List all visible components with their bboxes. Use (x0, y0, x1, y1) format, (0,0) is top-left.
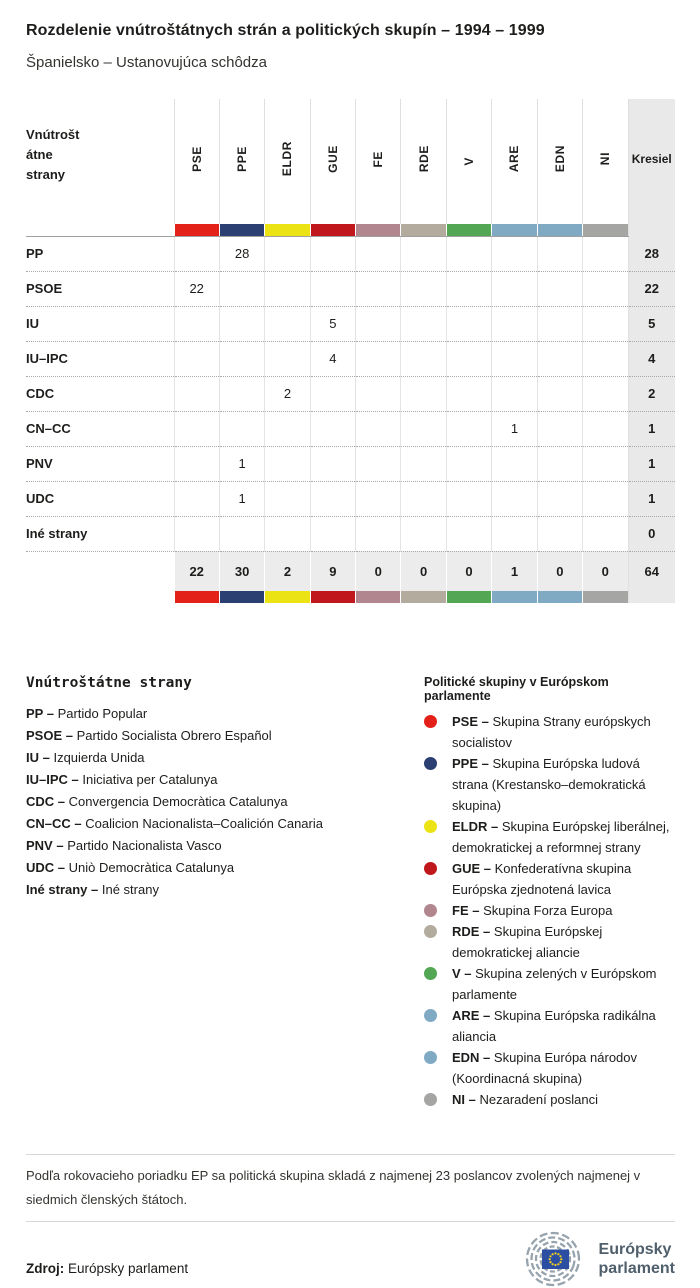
seats-column-header: Kresiel (628, 99, 675, 224)
group-color-bar-PSE (174, 224, 219, 236)
seat-cell-FE (356, 481, 401, 516)
column-header-label: EDN (552, 145, 567, 173)
column-header-EDN (537, 99, 582, 224)
seat-cell-GUE (310, 481, 355, 516)
seat-cell-RDE (401, 341, 446, 376)
seat-cell-NI (583, 411, 628, 446)
seat-cell-V (446, 271, 491, 306)
group-color-bar-V (446, 224, 491, 236)
seat-cell-GUE (310, 411, 355, 446)
seat-cell-ELDR (265, 341, 310, 376)
party-row (26, 411, 675, 446)
seat-cell-V (446, 446, 491, 481)
seat-cell-PSE (174, 481, 219, 516)
total-cell-PSE: 22 (174, 551, 219, 591)
seat-cell-V (446, 481, 491, 516)
seat-cell-RDE (401, 271, 446, 306)
group-legend-item (424, 921, 675, 963)
party-legend-item: PP – Partido Popular (26, 706, 148, 721)
group-color-bar-bottom-NI (583, 591, 628, 603)
seat-cell-V (446, 376, 491, 411)
seat-cell-PPE (219, 411, 264, 446)
seat-cell-PPE: 1 (219, 481, 264, 516)
row-axis-header-line: strany (26, 166, 66, 182)
group-legend-item (424, 753, 675, 816)
row-axis-header-line: átne (26, 146, 53, 162)
seat-cell-ELDR: 2 (265, 376, 310, 411)
total-cell-PPE: 30 (219, 551, 264, 591)
total-cell-RDE: 0 (401, 551, 446, 591)
group-legend-item (424, 1089, 675, 1110)
seat-cell-V (446, 306, 491, 341)
seats-total-cell: 1 (628, 446, 675, 481)
seats-total-cell: 1 (628, 481, 675, 516)
table-header-row (26, 99, 675, 224)
party-legend-abbr: PP – (26, 706, 58, 721)
source-value: Európsky parlament (68, 1260, 189, 1276)
party-legend-abbr: PSOE – (26, 728, 77, 743)
group-color-bar-bottom-GUE (310, 591, 355, 603)
group-legend-text: PPE – Skupina Európska ludová strana (Krestansko–demokratická skupina) (452, 756, 646, 813)
seat-cell-ARE (492, 376, 537, 411)
grand-total-cell: 64 (628, 551, 675, 591)
group-color-bar-PPE (219, 224, 264, 236)
seat-cell-FE (356, 516, 401, 551)
eldr-color-dot-icon (424, 820, 437, 833)
party-row (26, 306, 675, 341)
seats-total-cell: 2 (628, 376, 675, 411)
ppe-color-dot-icon (424, 757, 437, 770)
party-label: Iné strany (26, 516, 174, 551)
group-legend-text: ARE – Skupina Európska radikálna aliancia (452, 1008, 656, 1044)
seat-cell-FE (356, 271, 401, 306)
party-row (26, 516, 675, 551)
column-header-PSE (174, 99, 219, 224)
party-legend-item: UDC – Uniò Democràtica Catalunya (26, 860, 235, 875)
group-color-bar-RDE (401, 224, 446, 236)
footer-color-bar-row (26, 591, 675, 603)
seat-cell-NI (583, 236, 628, 271)
group-legend-item (424, 816, 675, 858)
group-legend-item (424, 900, 675, 921)
group-legend-text: GUE – Konfederatívna skupina Európska zjednotená lavica (452, 861, 632, 897)
rde-color-dot-icon (424, 925, 437, 938)
edn-color-dot-icon (424, 1051, 437, 1064)
group-color-bar-bottom-ELDR (265, 591, 310, 603)
group-color-bar-GUE (310, 224, 355, 236)
group-color-bar-bottom-ARE (492, 591, 537, 603)
row-axis-header (26, 99, 174, 224)
party-row (26, 376, 675, 411)
seat-cell-PSE (174, 516, 219, 551)
column-header-label: ELDR (280, 141, 295, 177)
group-legend-code: GUE – (452, 861, 495, 876)
total-cell-FE: 0 (356, 551, 401, 591)
seat-cell-FE (356, 236, 401, 271)
party-legend-abbr: CN–CC – (26, 816, 86, 831)
seat-cell-NI (583, 306, 628, 341)
infographic-page (0, 22, 700, 1288)
seat-cell-FE (356, 411, 401, 446)
seat-cell-RDE (401, 411, 446, 446)
total-cell-NI: 0 (583, 551, 628, 591)
seat-cell-PPE (219, 376, 264, 411)
page-title: Rozdelenie vnútroštátnych strán a politických skupín – 1994 – 1999 (26, 22, 545, 39)
source-text (26, 1243, 188, 1276)
row-axis-header-line: Vnútrošt (26, 126, 80, 142)
party-legend-abbr: IU–IPC – (26, 772, 83, 787)
seat-cell-V (446, 516, 491, 551)
seat-cell-V (446, 236, 491, 271)
are-color-dot-icon (424, 1009, 437, 1022)
seat-cell-ARE (492, 341, 537, 376)
group-color-bar-ARE (492, 224, 537, 236)
seat-cell-PPE: 1 (219, 446, 264, 481)
seat-cell-GUE (310, 236, 355, 271)
group-legend-item (424, 711, 675, 753)
group-color-bar-ELDR (265, 224, 310, 236)
group-legend-item (424, 858, 675, 900)
seat-cell-NI (583, 446, 628, 481)
group-color-bar-FE (356, 224, 401, 236)
group-legend-code: NI – (452, 1092, 480, 1107)
european-parliament-logo (511, 1230, 675, 1288)
party-legend-item: CDC – Convergencia Democràtica Catalunya (26, 794, 288, 809)
column-header-label: NI (598, 152, 613, 166)
group-color-bar-bottom-PPE (219, 591, 264, 603)
source-label: Zdroj: (26, 1260, 65, 1276)
seat-cell-NI (583, 481, 628, 516)
group-legend-text: NI – Nezaradení poslanci (452, 1092, 598, 1107)
seat-cell-ARE (492, 271, 537, 306)
seat-cell-GUE: 5 (310, 306, 355, 341)
group-legend-code: FE – (452, 903, 484, 918)
seat-cell-PSE (174, 236, 219, 271)
column-header-label: RDE (416, 145, 431, 173)
seat-cell-V (446, 411, 491, 446)
group-legend-code: RDE – (452, 924, 494, 939)
party-label: UDC (26, 481, 174, 516)
party-legend-abbr: CDC – (26, 794, 69, 809)
column-header-GUE (310, 99, 355, 224)
column-header-label: PPE (235, 146, 250, 172)
party-row (26, 481, 675, 516)
seat-cell-NI (583, 516, 628, 551)
party-row (26, 271, 675, 306)
legend-groups-heading: Politické skupiny v Európskom parlamente (424, 675, 609, 703)
column-header-NI (583, 99, 628, 224)
group-legend-item (424, 1047, 675, 1089)
party-legend-item: PNV – Partido Nacionalista Vasco (26, 838, 222, 853)
seat-cell-PPE: 28 (219, 236, 264, 271)
seat-cell-PPE (219, 516, 264, 551)
party-legend-item: Iné strany – Iné strany (26, 882, 159, 897)
distribution-table (26, 99, 675, 603)
legend-political-groups (424, 675, 675, 1110)
seat-cell-V (446, 341, 491, 376)
column-header-RDE (401, 99, 446, 224)
total-cell-GUE: 9 (310, 551, 355, 591)
seat-cell-GUE (310, 446, 355, 481)
group-color-bar-bottom-PSE (174, 591, 219, 603)
party-legend-item: CN–CC – Coalicion Nacionalista–Coalición Canaria (26, 816, 323, 831)
party-label: PNV (26, 446, 174, 481)
column-header-label: V (462, 156, 477, 166)
seat-cell-PPE (219, 271, 264, 306)
party-row (26, 236, 675, 271)
group-legend-text: EDN – Skupina Európa národov (Koordinacná skupina) (452, 1050, 638, 1086)
totals-spacer (26, 551, 174, 591)
fe-color-dot-icon (424, 904, 437, 917)
seats-total-cell: 1 (628, 411, 675, 446)
column-header-PPE (219, 99, 264, 224)
party-legend-abbr: PNV – (26, 838, 68, 853)
total-cell-ELDR: 2 (265, 551, 310, 591)
legend-parties-heading: Vnútroštátne strany (26, 675, 192, 691)
party-label: IU (26, 306, 174, 341)
group-legend-code: EDN – (452, 1050, 494, 1065)
column-header-label: GUE (325, 145, 340, 173)
group-legend-code: PPE – (452, 756, 493, 771)
group-legend-text: RDE – Skupina Európskej demokratickej aliancie (452, 924, 603, 960)
seat-cell-EDN (537, 516, 582, 551)
party-legend-abbr: IU – (26, 750, 54, 765)
seat-cell-EDN (537, 481, 582, 516)
party-row (26, 341, 675, 376)
group-legend-code: ARE – (452, 1008, 494, 1023)
seat-cell-EDN (537, 271, 582, 306)
column-header-ELDR (265, 99, 310, 224)
group-color-bar-EDN (537, 224, 582, 236)
ni-color-dot-icon (424, 1093, 437, 1106)
group-legend-item (424, 1005, 675, 1047)
party-legend-abbr: UDC – (26, 860, 69, 875)
seat-cell-NI (583, 376, 628, 411)
seat-cell-RDE (401, 516, 446, 551)
v-color-dot-icon (424, 967, 437, 980)
header-bar-spacer (26, 224, 174, 236)
column-header-label: PSE (189, 146, 204, 172)
seats-total-cell: 28 (628, 236, 675, 271)
seat-cell-EDN (537, 376, 582, 411)
seat-cell-EDN (537, 306, 582, 341)
seat-cell-PSE: 22 (174, 271, 219, 306)
seat-cell-RDE (401, 446, 446, 481)
seat-cell-GUE (310, 271, 355, 306)
seat-cell-RDE (401, 376, 446, 411)
column-header-ARE (492, 99, 537, 224)
seat-cell-ELDR (265, 411, 310, 446)
group-legend-code: V – (452, 966, 476, 981)
seat-cell-ARE: 1 (492, 411, 537, 446)
seat-cell-FE (356, 306, 401, 341)
group-color-bar-bottom-EDN (537, 591, 582, 603)
party-label: CDC (26, 376, 174, 411)
party-label: CN–CC (26, 411, 174, 446)
seat-cell-ELDR (265, 271, 310, 306)
footnote-text: Podľa rokovacieho poriadku EP sa politická skupina skladá z najmenej 23 poslancov zvolených najmenej v siedmich členských štátoch. (26, 1168, 641, 1207)
seat-cell-FE (356, 376, 401, 411)
party-legend-item: PSOE – Partido Socialista Obrero Español (26, 728, 272, 743)
group-color-bar-bottom-RDE (401, 591, 446, 603)
group-legend-text: ELDR – Skupina Európskej liberálnej, demokratickej a reformnej strany (452, 819, 670, 855)
seat-cell-EDN (537, 411, 582, 446)
header-color-bar-row (26, 224, 675, 236)
seat-cell-RDE (401, 481, 446, 516)
seats-total-cell: 0 (628, 516, 675, 551)
seat-cell-EDN (537, 446, 582, 481)
column-header-label: ARE (507, 145, 522, 173)
seat-cell-ELDR (265, 516, 310, 551)
seat-cell-GUE: 4 (310, 341, 355, 376)
seats-total-cell: 22 (628, 271, 675, 306)
seats-total-cell: 4 (628, 341, 675, 376)
seat-cell-ELDR (265, 306, 310, 341)
totals-row (26, 551, 675, 591)
seat-cell-ARE (492, 236, 537, 271)
seat-cell-EDN (537, 341, 582, 376)
party-legend-item: IU – Izquierda Unida (26, 750, 145, 765)
seat-cell-RDE (401, 306, 446, 341)
party-label: PP (26, 236, 174, 271)
seat-cell-FE (356, 446, 401, 481)
footnote-block (26, 1154, 675, 1222)
seat-cell-ARE (492, 516, 537, 551)
legends-section (26, 675, 675, 1110)
seat-cell-RDE (401, 236, 446, 271)
group-color-bar-NI (583, 224, 628, 236)
column-header-V (446, 99, 491, 224)
seat-cell-ARE (492, 306, 537, 341)
seat-cell-ARE (492, 481, 537, 516)
group-legend-text: FE – Skupina Forza Europa (452, 903, 613, 918)
group-legend-text: V – Skupina zelených v Európskom parlamente (452, 966, 657, 1002)
total-cell-EDN: 0 (537, 551, 582, 591)
footer-bar-spacer (26, 591, 174, 603)
group-legend-code: PSE – (452, 714, 493, 729)
seat-cell-PSE (174, 446, 219, 481)
party-legend-item: IU–IPC – Iniciativa per Catalunya (26, 772, 218, 787)
seat-cell-EDN (537, 236, 582, 271)
column-header-FE (356, 99, 401, 224)
seat-cell-PSE (174, 411, 219, 446)
seat-cell-ARE (492, 446, 537, 481)
party-legend-abbr: Iné strany – (26, 882, 102, 897)
group-legend-item (424, 963, 675, 1005)
total-cell-ARE: 1 (492, 551, 537, 591)
column-header-label: FE (371, 150, 386, 168)
seat-cell-ELDR (265, 236, 310, 271)
logo-wordmark: Európsky parlament (598, 1241, 675, 1277)
seats-bar-spacer (628, 224, 675, 236)
party-label: PSOE (26, 271, 174, 306)
seat-cell-PSE (174, 341, 219, 376)
gue-color-dot-icon (424, 862, 437, 875)
pse-color-dot-icon (424, 715, 437, 728)
seat-cell-ELDR (265, 446, 310, 481)
seat-cell-FE (356, 341, 401, 376)
page-subtitle: Španielsko – Ustanovujúca schôdza (26, 54, 267, 71)
seat-cell-NI (583, 341, 628, 376)
seat-cell-PPE (219, 341, 264, 376)
party-label: IU–IPC (26, 341, 174, 376)
total-cell-V: 0 (446, 551, 491, 591)
source-row (26, 1230, 675, 1288)
seat-cell-ELDR (265, 481, 310, 516)
seat-cell-PSE (174, 306, 219, 341)
seat-cell-PSE (174, 376, 219, 411)
group-color-bar-bottom-V (446, 591, 491, 603)
seat-cell-PPE (219, 306, 264, 341)
group-color-bar-bottom-FE (356, 591, 401, 603)
seats-total-cell: 5 (628, 306, 675, 341)
group-legend-code: ELDR – (452, 819, 502, 834)
seat-cell-GUE (310, 516, 355, 551)
legend-national-parties (26, 675, 424, 1110)
group-legend-text: PSE – Skupina Strany európskych socialistov (452, 714, 651, 750)
seat-cell-GUE (310, 376, 355, 411)
seats-bar-bottom-spacer (628, 591, 675, 603)
seat-cell-NI (583, 271, 628, 306)
hemicycle-flag-icon (511, 1230, 591, 1288)
party-row (26, 446, 675, 481)
